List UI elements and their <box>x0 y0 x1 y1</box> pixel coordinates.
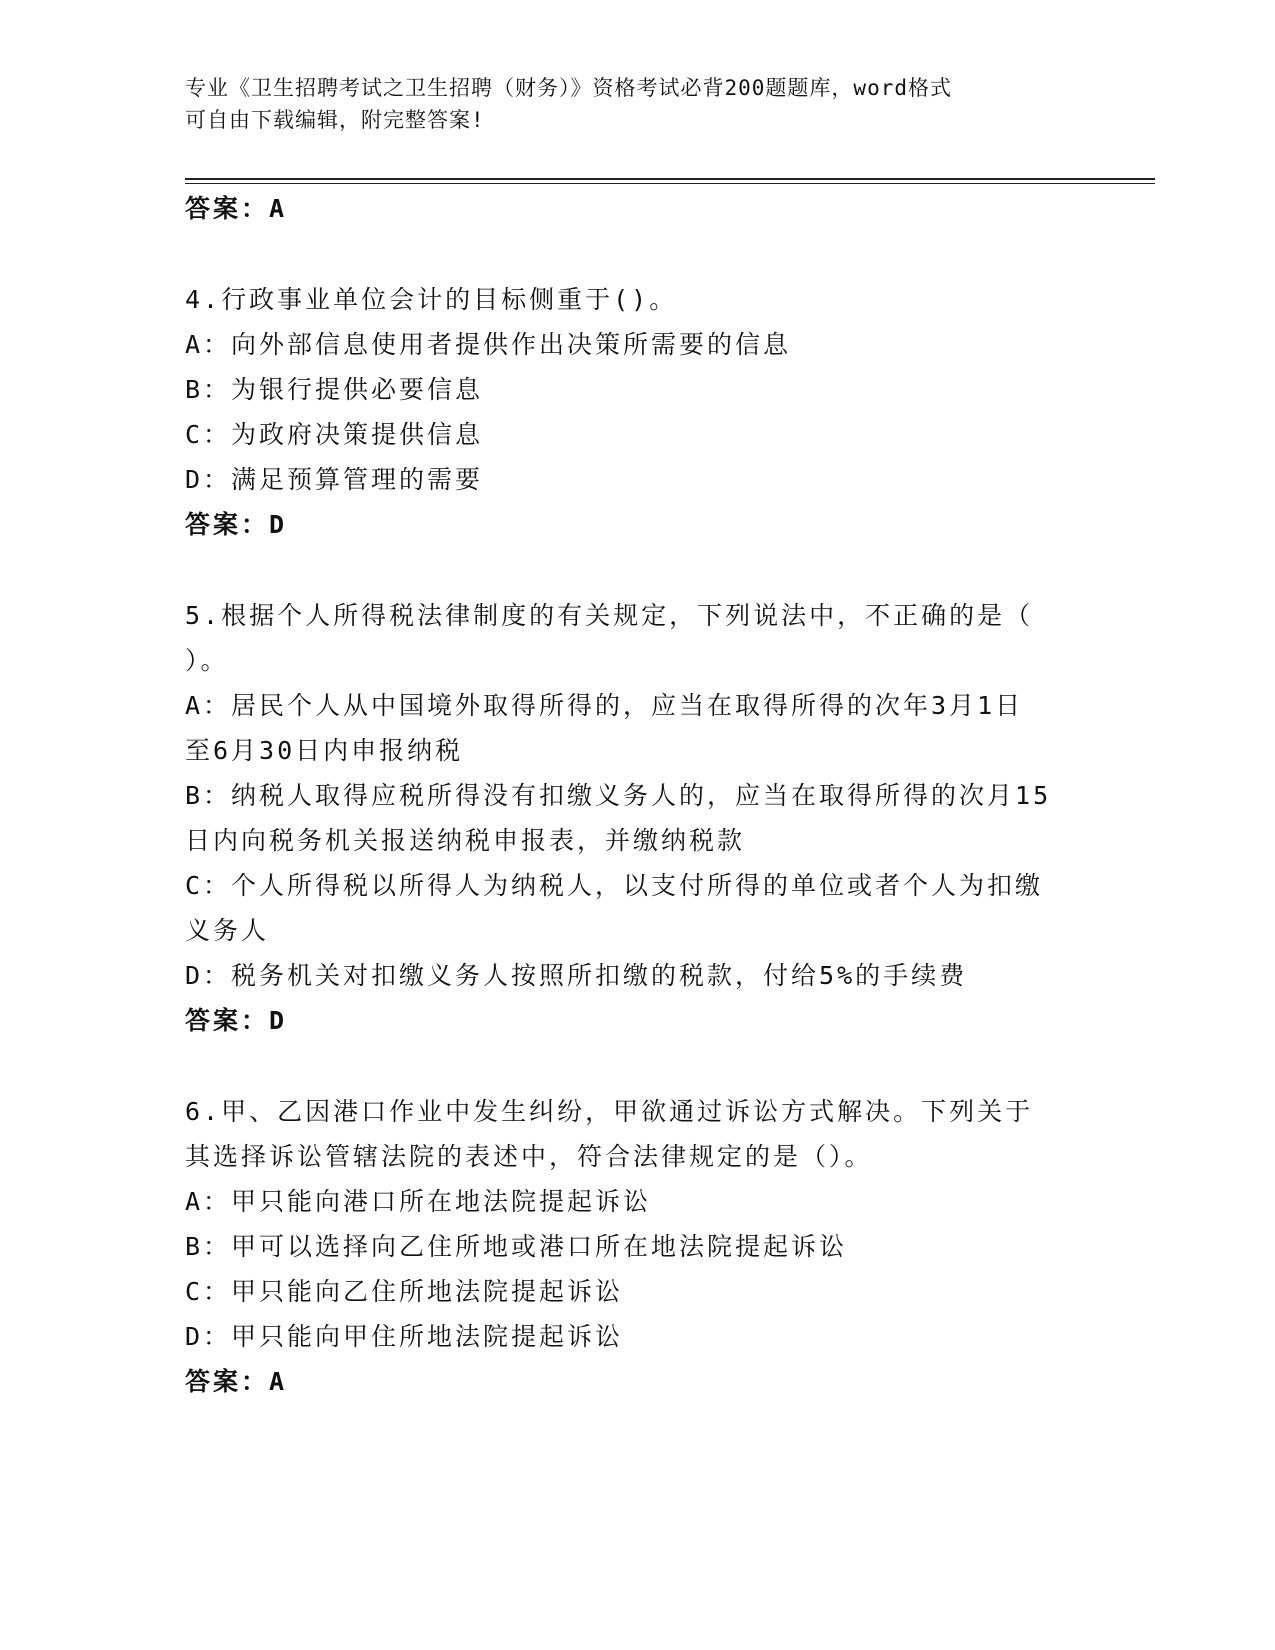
option-c: C：个人所得税以所得人为纳税人，以支付所得的单位或者个人为扣缴 <box>185 871 1044 900</box>
header-rule-thin <box>185 183 1155 184</box>
answer-value: A <box>269 194 288 223</box>
option-d: D：税务机关对扣缴义务人按照所扣缴的税款，付给5%的手续费 <box>185 961 968 990</box>
header-rule-thick <box>185 178 1155 180</box>
option-a: A：甲只能向港口所在地法院提起诉讼 <box>185 1187 652 1216</box>
question-content <box>185 186 1085 1404</box>
option-b: B：纳税人取得应税所得没有扣缴义务人的，应当在取得所得的次月15 <box>185 781 1052 810</box>
answer-label: 答案： <box>185 1367 270 1396</box>
answer-value: D <box>269 510 288 539</box>
question-block <box>185 593 1085 1043</box>
answer-value: A <box>269 1367 288 1396</box>
document-header <box>185 72 1085 136</box>
option-d: D：甲只能向甲住所地法院提起诉讼 <box>185 1322 624 1351</box>
option-c-cont: 义务人 <box>185 916 270 945</box>
option-a: A：向外部信息使用者提供作出决策所需要的信息 <box>185 330 792 359</box>
question-stem: 6.甲、乙因港口作业中发生纠纷，甲欲通过诉讼方式解决。下列关于 <box>185 1097 1034 1126</box>
answer-value: D <box>269 1006 288 1035</box>
question-stem: 4.行政事业单位会计的目标侧重于()。 <box>185 285 678 314</box>
option-c: C：甲只能向乙住所地法院提起诉讼 <box>185 1277 624 1306</box>
header-line-2: 可自由下载编辑，附完整答案! <box>185 108 485 132</box>
answer-line <box>185 186 1085 231</box>
option-b-cont: 日内向税务机关报送纳税申报表，并缴纳税款 <box>185 826 746 855</box>
answer-label: 答案： <box>185 1006 270 1035</box>
option-b: B：甲可以选择向乙住所地或港口所在地法院提起诉讼 <box>185 1232 848 1261</box>
question-block <box>185 1089 1085 1404</box>
question-block <box>185 277 1085 547</box>
question-stem: 5.根据个人所得税法律制度的有关规定，下列说法中，不正确的是（ <box>185 601 1034 630</box>
option-a: A：居民个人从中国境外取得所得的，应当在取得所得的次年3月1日 <box>185 691 1024 720</box>
option-c: C：为政府决策提供信息 <box>185 420 484 449</box>
option-b: B：为银行提供必要信息 <box>185 375 484 404</box>
option-d: D：满足预算管理的需要 <box>185 465 484 494</box>
answer-line <box>185 1359 1085 1404</box>
option-a-cont: 至6月30日内申报纳税 <box>185 736 464 765</box>
answer-label: 答案： <box>185 510 270 539</box>
answer-line <box>185 998 1085 1043</box>
question-stem-cont: 其选择诉讼管辖法院的表述中，符合法律规定的是（）。 <box>185 1142 873 1171</box>
answer-label: 答案： <box>185 194 270 223</box>
answer-line <box>185 502 1085 547</box>
question-stem-cont: ）。 <box>185 646 229 675</box>
header-line-1: 专业《卫生招聘考试之卫生招聘（财务）》资格考试必背200题题库，word格式 <box>185 76 952 100</box>
